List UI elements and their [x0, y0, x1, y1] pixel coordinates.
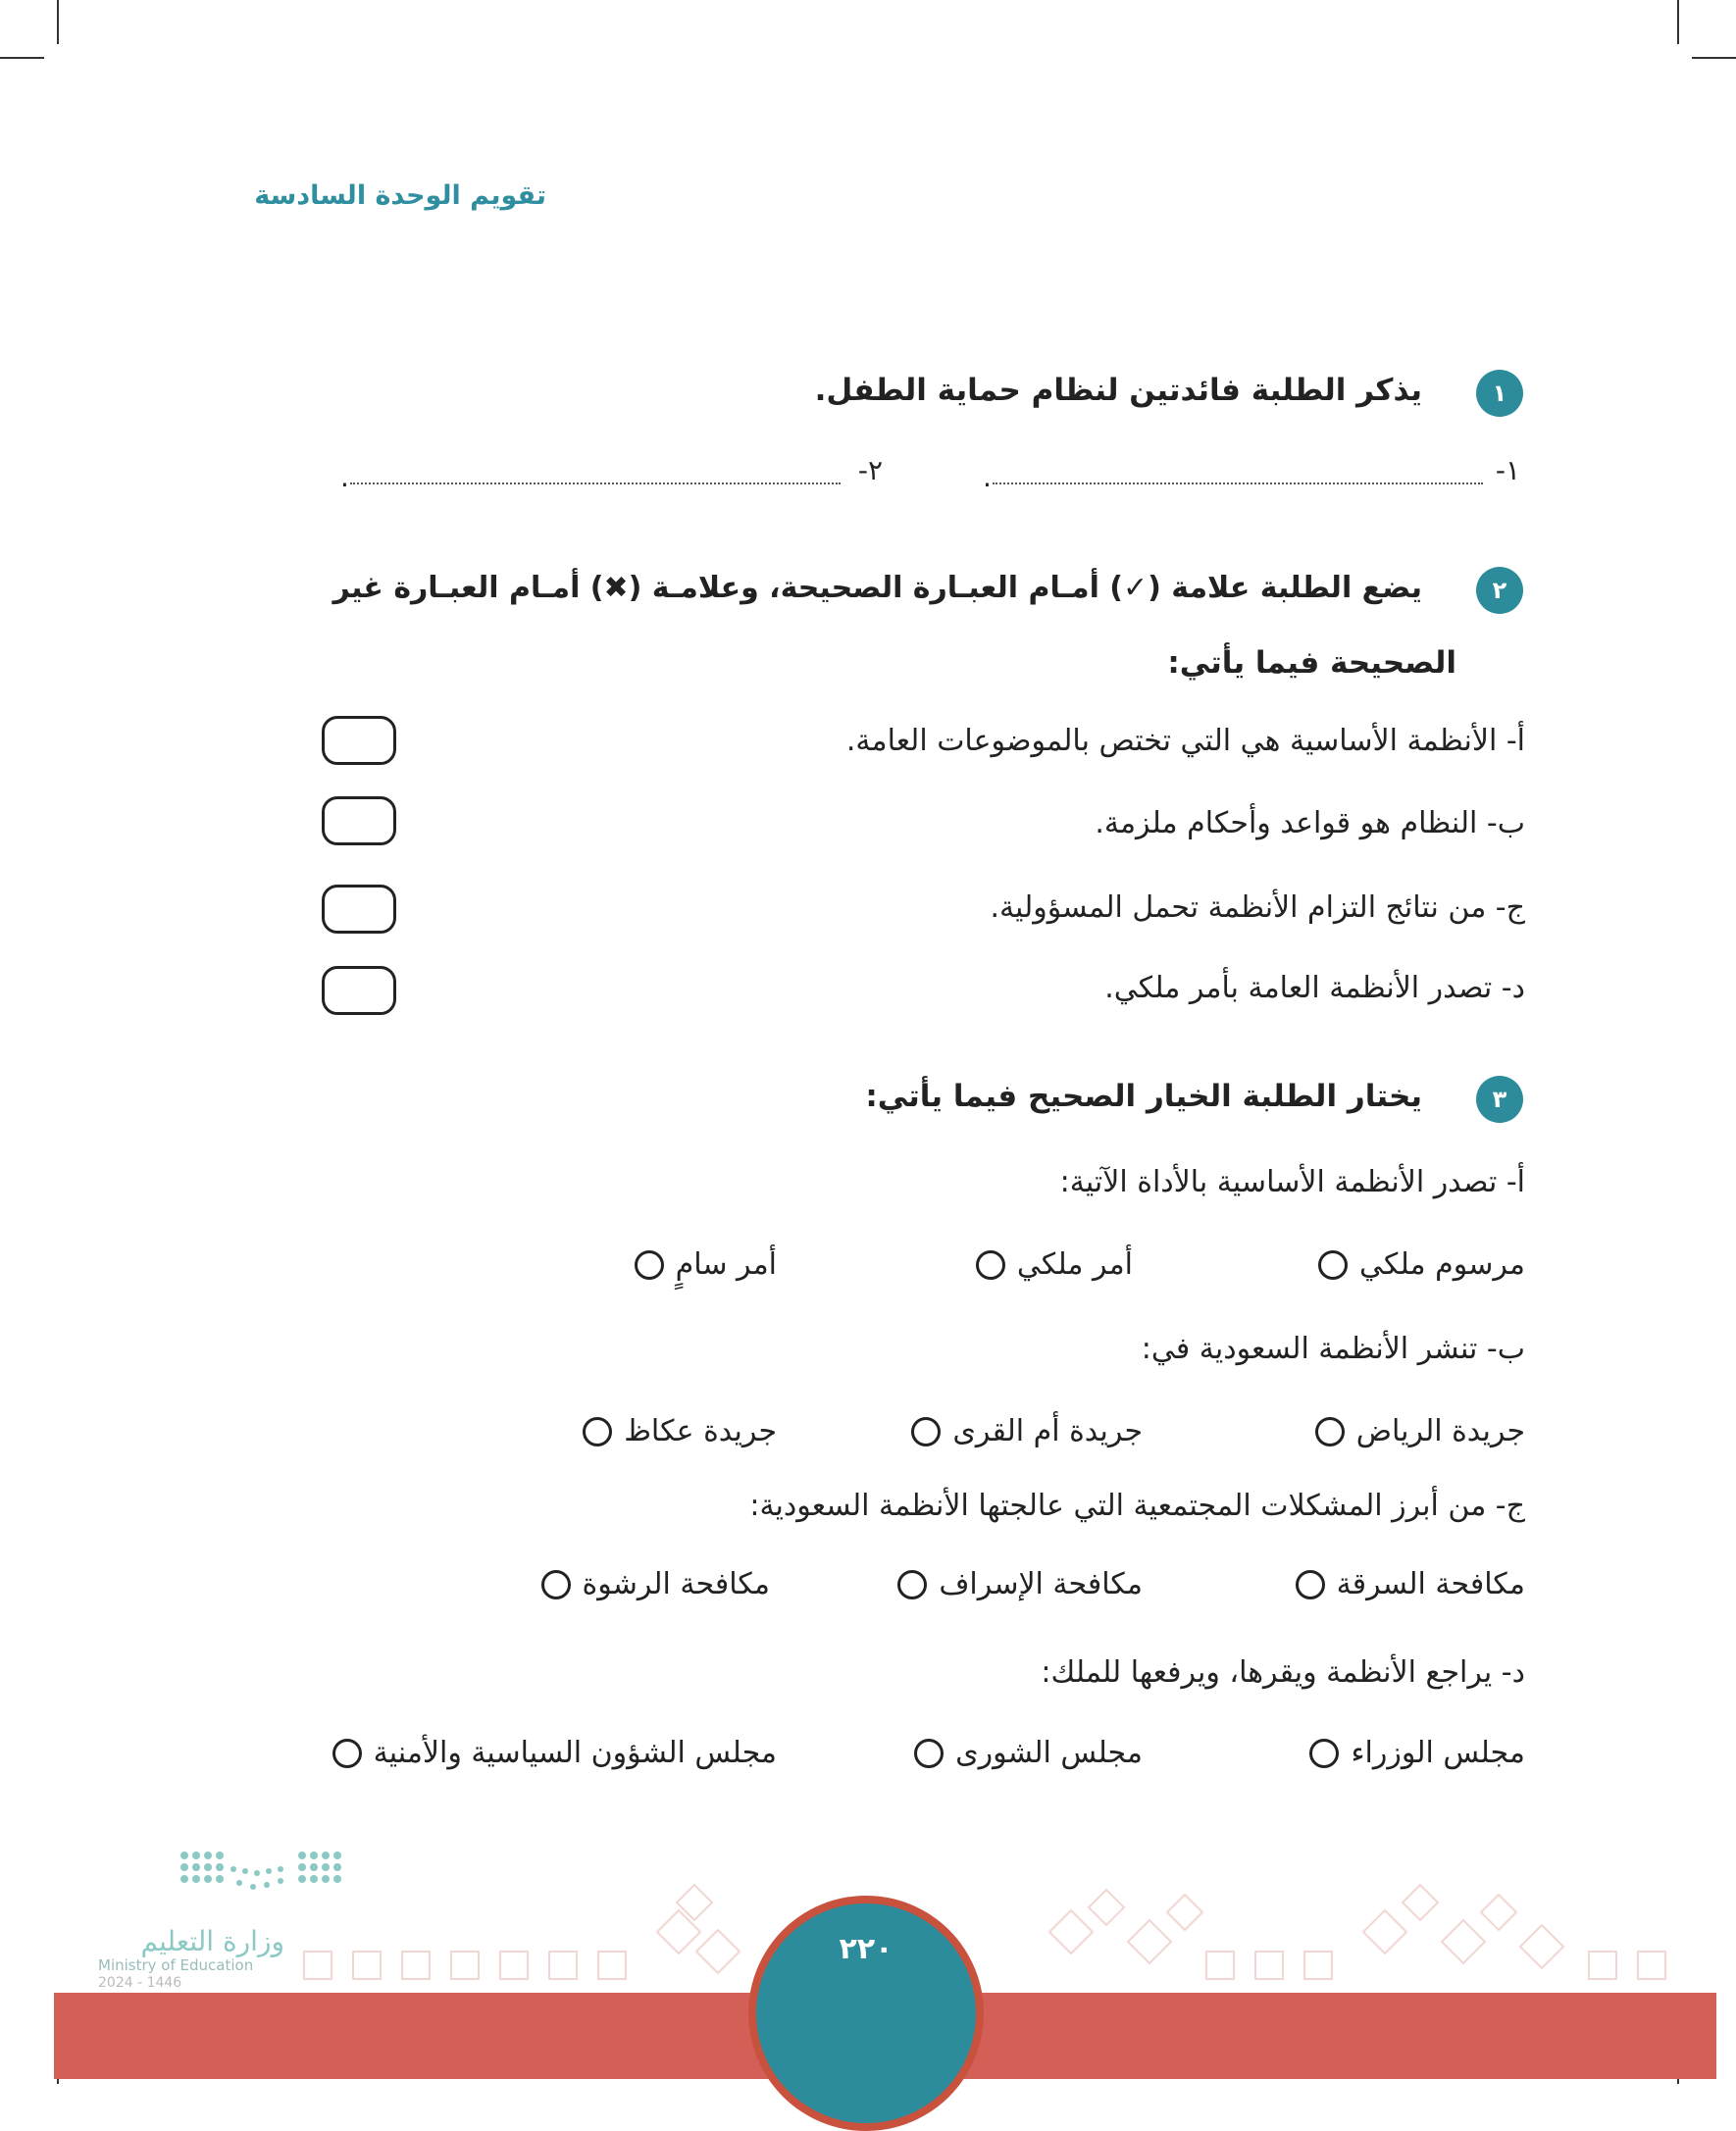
- statement-item: ج- من نتائج التزام الأنظمة تحمل المسؤولية.: [990, 890, 1525, 925]
- page-number: ٢٢٠: [839, 1932, 894, 1966]
- mcq-option[interactable]: [976, 1247, 1133, 1282]
- mcq-option[interactable]: [635, 1247, 777, 1282]
- radio-button[interactable]: [1296, 1570, 1325, 1599]
- question-prompt: الصحيحة فيما يأتي:: [1167, 645, 1456, 681]
- answer-line-end: .: [983, 461, 992, 493]
- mcq-option[interactable]: [911, 1414, 1143, 1448]
- mcq-option[interactable]: [332, 1736, 777, 1770]
- mcq-option[interactable]: [1309, 1736, 1525, 1770]
- question-number-badge: ٣: [1476, 1076, 1523, 1123]
- mcq-stem: أ- تصدر الأنظمة الأساسية بالأداة الآتية:: [1059, 1165, 1525, 1199]
- mcq-option[interactable]: [1315, 1414, 1525, 1448]
- statement-item: ب- النظام هو قواعد وأحكام ملزمة.: [1095, 806, 1525, 840]
- answer-line[interactable]: [993, 482, 1483, 484]
- crop-mark: [57, 0, 59, 44]
- option-label: مجلس الشورى: [955, 1736, 1143, 1770]
- mcq-option[interactable]: [541, 1567, 770, 1601]
- radio-button[interactable]: [332, 1739, 362, 1768]
- answer-box[interactable]: [322, 885, 396, 934]
- statement-item: د- تصدر الأنظمة العامة بأمر ملكي.: [1104, 971, 1525, 1005]
- radio-button[interactable]: [914, 1739, 944, 1768]
- radio-button[interactable]: [541, 1570, 571, 1599]
- unit-title: تقويم الوحدة السادسة: [254, 180, 546, 211]
- question-number-badge: ٢: [1476, 567, 1523, 614]
- option-label: مجلس الوزراء: [1351, 1736, 1525, 1770]
- option-label: مكافحة الإسراف: [939, 1567, 1143, 1601]
- radio-button[interactable]: [897, 1570, 927, 1599]
- decorative-pattern: [284, 1873, 1707, 2001]
- crop-mark: [1677, 0, 1679, 44]
- option-label: أمر سامٍ: [675, 1247, 777, 1282]
- option-label: مجلس الشؤون السياسية والأمنية: [373, 1736, 777, 1770]
- mcq-option[interactable]: [914, 1736, 1143, 1770]
- mcq-stem: ج- من أبرز المشكلات المجتمعية التي عالجتها الأنظمة السعودية:: [749, 1489, 1525, 1523]
- question-prompt: يضع الطلبة علامة (✓) أمـام العبـارة الصحيحة، وعلامـة (✖) أمـام العبـارة غير: [332, 571, 1422, 605]
- ministry-name-english: Ministry of Education: [98, 1956, 254, 1974]
- option-label: جريدة الرياض: [1355, 1414, 1525, 1448]
- radio-button[interactable]: [583, 1417, 612, 1446]
- ministry-name-arabic: وزارة التعليم: [140, 1925, 284, 1957]
- question-prompt: يذكر الطلبة فائدتين لنظام حماية الطفل.: [814, 373, 1422, 408]
- answer-line[interactable]: [350, 482, 841, 484]
- radio-button[interactable]: [1309, 1739, 1339, 1768]
- option-label: مرسوم ملكي: [1359, 1247, 1525, 1282]
- question-prompt: يختار الطلبة الخيار الصحيح فيما يأتي:: [865, 1079, 1422, 1114]
- radio-button[interactable]: [911, 1417, 941, 1446]
- option-label: جريدة أم القرى: [952, 1414, 1143, 1448]
- ministry-year: 2024 - 1446: [98, 1975, 182, 1991]
- answer-box[interactable]: [322, 796, 396, 845]
- answer-box[interactable]: [322, 716, 396, 765]
- crop-mark: [0, 57, 44, 59]
- radio-button[interactable]: [976, 1250, 1005, 1280]
- mcq-option[interactable]: [897, 1567, 1143, 1601]
- option-label: مكافحة السرقة: [1336, 1567, 1525, 1601]
- answer-line-end: .: [340, 461, 349, 493]
- statement-item: أ- الأنظمة الأساسية هي التي تختص بالموضوعات العامة.: [845, 724, 1525, 758]
- answer-line-label: ٢-: [857, 454, 883, 486]
- mcq-option[interactable]: [1296, 1567, 1525, 1601]
- radio-button[interactable]: [1315, 1417, 1345, 1446]
- mcq-stem: ب- تنشر الأنظمة السعودية في:: [1141, 1332, 1525, 1366]
- mcq-option[interactable]: [583, 1414, 777, 1448]
- answer-box[interactable]: [322, 966, 396, 1015]
- option-label: جريدة عكاظ: [624, 1414, 777, 1448]
- radio-button[interactable]: [1318, 1250, 1348, 1280]
- option-label: أمر ملكي: [1016, 1247, 1133, 1282]
- question-number-badge: ١: [1476, 370, 1523, 417]
- radio-button[interactable]: [635, 1250, 664, 1280]
- mcq-stem: د- يراجع الأنظمة ويقرها، ويرفعها للملك:: [1041, 1655, 1525, 1690]
- crop-mark: [1692, 57, 1736, 59]
- answer-line-label: ١-: [1495, 454, 1520, 486]
- mcq-option[interactable]: [1318, 1247, 1525, 1282]
- option-label: مكافحة الرشوة: [582, 1567, 770, 1601]
